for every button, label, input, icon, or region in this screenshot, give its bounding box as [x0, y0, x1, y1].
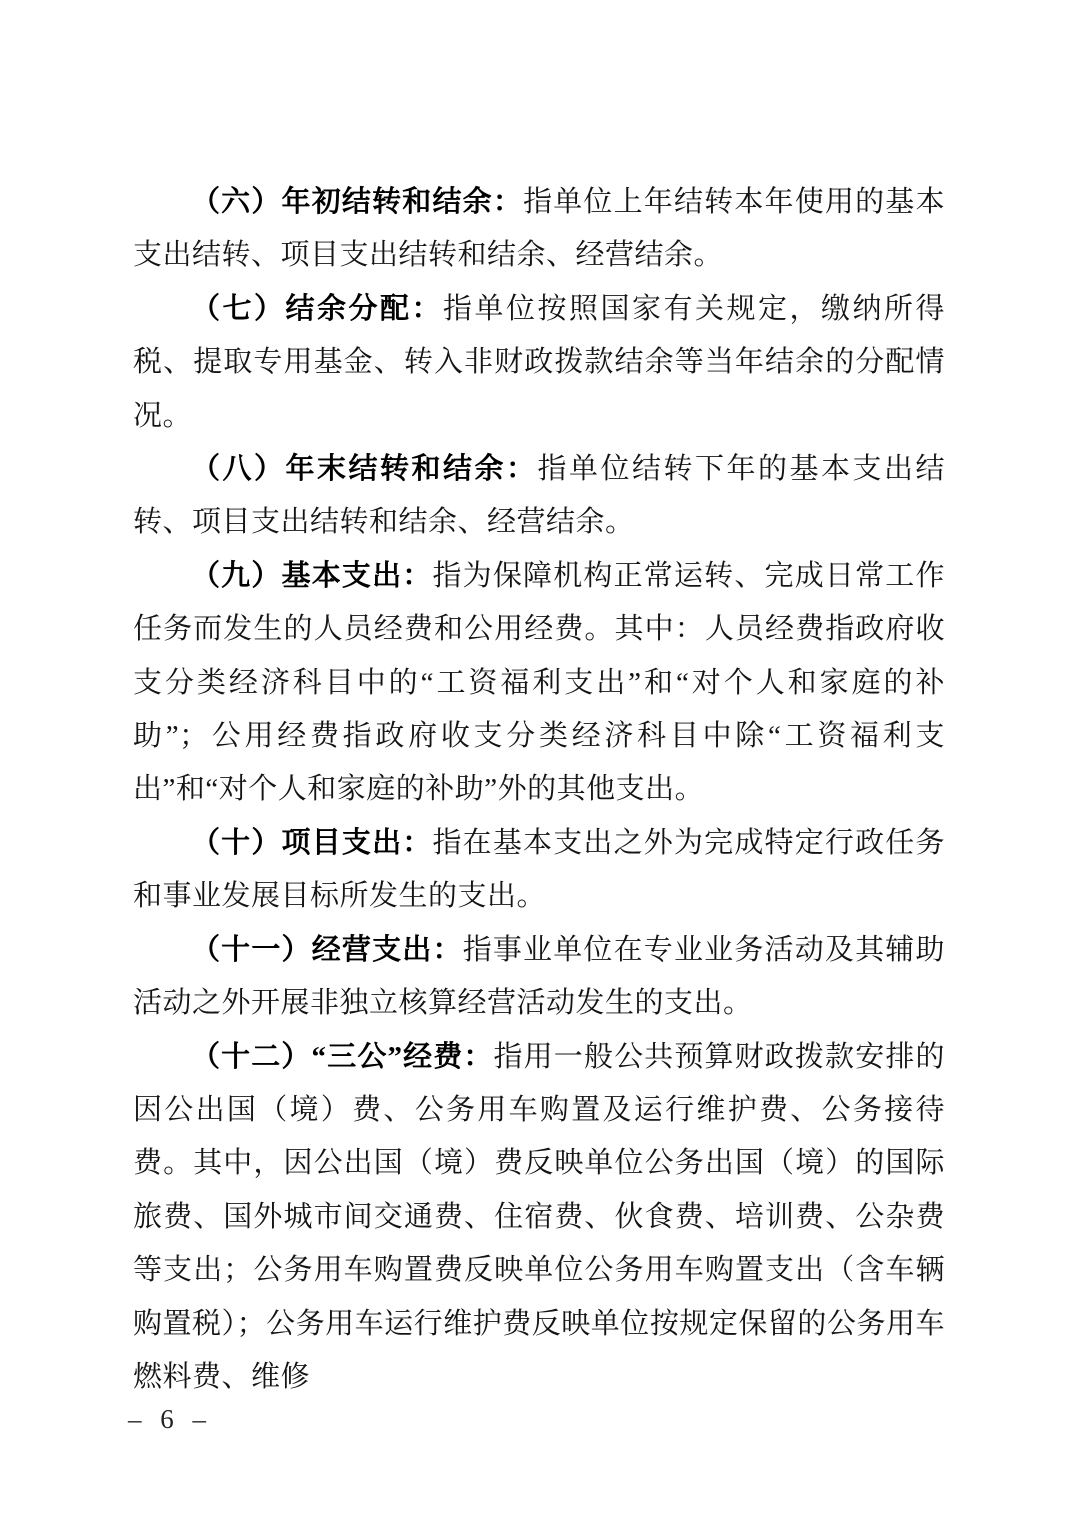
paragraph-body: 指事业单位在专业业务活动及其辅助活动之外开展非独立核算经营活动发生的支出。	[133, 933, 945, 1020]
paragraph-item-11	[133, 924, 945, 1031]
paragraph-body: 指单位结转下年的基本支出结转、项目支出结转和结余、经营结余。	[133, 453, 945, 539]
paragraph-item-9	[133, 550, 945, 817]
paragraph-body: 指在基本支出之外为完成特定行政任务和事业发展目标所发生的支出。	[133, 826, 945, 913]
paragraph-head: （十二）“三公”经费：	[191, 1040, 494, 1073]
paragraph-head: （十）项目支出：	[191, 826, 433, 859]
paragraph-item-8	[133, 443, 945, 550]
paragraph-body: 指用一般公共预算财政拨款安排的因公出国（境）费、公务用车购置及运行维护费、公务接待费。其中，因公出国（境）费反映单位公务出国（境）的国际旅费、国外城市间交通费、住宿费、伙食费、培训费、公杂费等支出；公务用车购置费反映单位公务用车购置支出（含车辆购置税）；公务用车运行维护费反映单位按规定保留的公务用车燃料费、维修	[133, 1040, 945, 1393]
page-number: – 6 –	[128, 1404, 212, 1434]
paragraph-item-6	[133, 176, 945, 283]
paragraph-head: （八）年末结转和结余：	[191, 453, 538, 486]
paragraph-head: （十一）经营支出：	[191, 933, 463, 966]
paragraph-body: 指为保障机构正常运转、完成日常工作任务而发生的人员经费和公用经费。其中：人员经费指政府收支分类经济科目中的“工资福利支出”和“对个人和家庭的补助”；公用经费指政府收支分类经济科目中除“工资福利支出”和“对个人和家庭的补助”外的其他支出。	[133, 559, 945, 806]
paragraph-body: 指单位按照国家有关规定，缴纳所得税、提取专用基金、转入非财政拨款结余等当年结余的分配情况。	[133, 292, 945, 432]
document-text-block	[133, 176, 945, 1404]
paragraph-body: 指单位上年结转本年使用的基本支出结转、项目支出结转和结余、经营结余。	[133, 186, 945, 272]
paragraph-item-7	[133, 283, 945, 443]
paragraph-head: （九）基本支出：	[191, 559, 433, 592]
paragraph-head: （六）年初结转和结余：	[191, 186, 524, 218]
paragraph-item-10	[133, 817, 945, 924]
paragraph-head: （七）结余分配：	[191, 292, 443, 325]
paragraph-item-12	[133, 1031, 945, 1405]
